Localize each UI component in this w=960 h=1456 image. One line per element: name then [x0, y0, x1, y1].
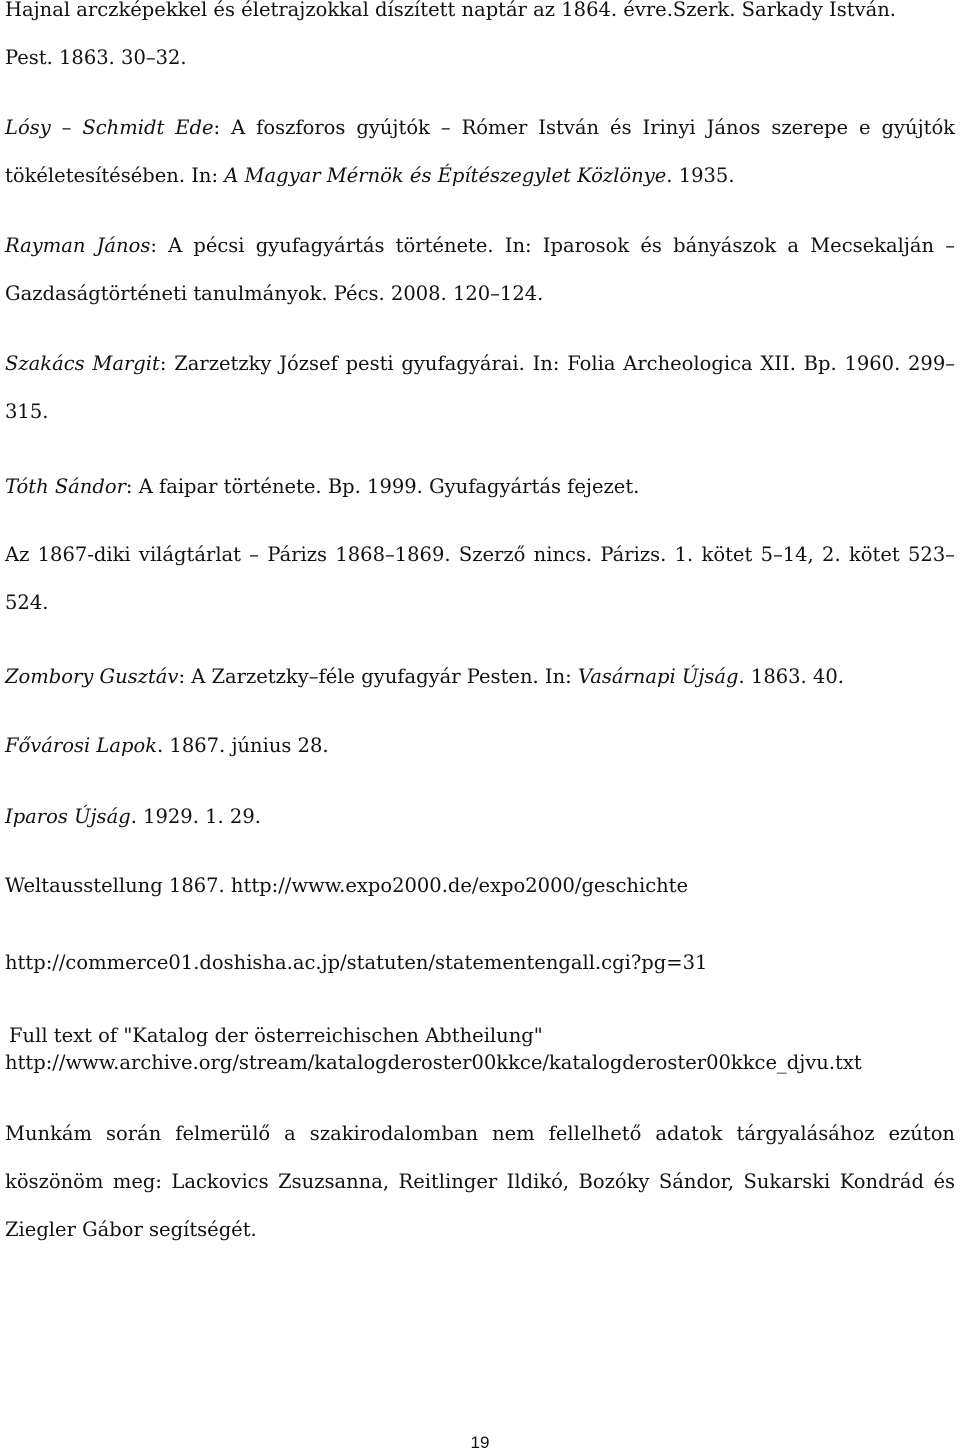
entry-text: Pest. 1863. 30–32.	[5, 46, 187, 69]
entry-separator: :	[150, 234, 157, 257]
entry-text: http://commerce01.doshisha.ac.jp/statuten/statementengall.cgi?pg=31	[5, 951, 708, 974]
entry-author: Lósy – Schmidt Ede	[5, 116, 214, 139]
acknowledgement-paragraph	[5, 1110, 955, 1254]
entry-separator: :	[178, 665, 186, 688]
bibliography-entry-weltausstellung	[5, 862, 955, 910]
bibliography-entry-archive	[5, 1022, 955, 1076]
bibliography-entry-vilagtarlat	[5, 531, 955, 627]
entry-text: http://www.archive.org/stream/katalogderoster00kkce/katalogderoster00kkce_djvu.txt	[5, 1051, 862, 1074]
entry-separator: :	[213, 116, 221, 139]
bibliography-entry-losy-schmidt	[5, 104, 955, 200]
entry-details: . 1867. június 28.	[157, 734, 329, 757]
entry-separator: :	[159, 352, 167, 375]
entry-author: Tóth Sándor	[5, 475, 126, 498]
entry-journal: A Magyar Mérnök és Építészegylet Közlönye	[224, 164, 667, 187]
page-number: 19	[470, 1433, 490, 1452]
entry-journal: Vasárnapi Újság	[577, 665, 739, 688]
bibliography-entry-fovarosi-lapok	[5, 722, 955, 770]
entry-text: Full text of "Katalog der österreichischen Abtheilung"	[9, 1024, 543, 1047]
entry-text: Az 1867-diki világtárlat – Párizs 1868–1869. Szerző nincs. Párizs. 1. kötet 5–14, 2. kötet 523–524.	[5, 543, 955, 614]
entry-title: A Zarzetzky–féle gyufagyár Pesten. In:	[185, 665, 578, 688]
entry-author: Zombory Gusztáv	[5, 665, 179, 688]
entry-details: . 1863. 40.	[738, 665, 844, 688]
bibliography-entry-hajnal	[5, 0, 955, 82]
entry-title: A foszforos gyújtók – Rómer István és Irinyi János szerepe e gyújtók tökéletesítésében. In:	[5, 116, 956, 187]
bibliography-entry-iparos-ujsag	[5, 793, 955, 841]
bibliography-entry-zombory	[5, 653, 955, 701]
entry-title: A faipar története. Bp. 1999. Gyufagyártás fejezet.	[132, 475, 640, 498]
bibliography-entry-szakacs	[5, 340, 955, 436]
bibliography-entry-rayman	[5, 222, 955, 318]
entry-text: Hajnal arczképekkel és életrajzokkal díszített naptár az 1864. évre.Szerk. Sarkady István.	[5, 0, 896, 21]
entry-author: Rayman János	[5, 234, 151, 257]
entry-details: . 1935.	[666, 164, 735, 187]
bibliography-entry-toth	[5, 463, 955, 511]
entry-text: Weltausstellung 1867. http://www.expo2000.de/expo2000/geschichte	[5, 874, 689, 897]
entry-journal: Fővárosi Lapok	[5, 734, 158, 757]
entry-separator: :	[125, 475, 133, 498]
entry-journal: Iparos Újság	[5, 805, 131, 828]
bibliography-entry-doshisha	[5, 939, 955, 987]
entry-details: . 1929. 1. 29.	[130, 805, 261, 828]
entry-title: Zarzetzky József pesti gyufagyárai. In: Folia Archeologica XII. Bp. 1960. 299–315.	[5, 352, 955, 423]
entry-title: A pécsi gyufagyártás története. In: Iparosok és bányászok a Mecsekalján – Gazdaságtörténeti tanulmányok. Pécs. 2008. 120–124.	[5, 234, 955, 305]
entry-author: Szakács Margit	[5, 352, 160, 375]
acknowledgement-text: Munkám során felmerülő a szakirodalomban nem fellelhető adatok tárgyalásához ezúton köszönöm meg: Lackovics Zsuzsanna, Reitlinger Ildikó, Bozóky Sándor, Sukarski Kondrád és Ziegler Gábor segítségét.	[5, 1122, 955, 1241]
